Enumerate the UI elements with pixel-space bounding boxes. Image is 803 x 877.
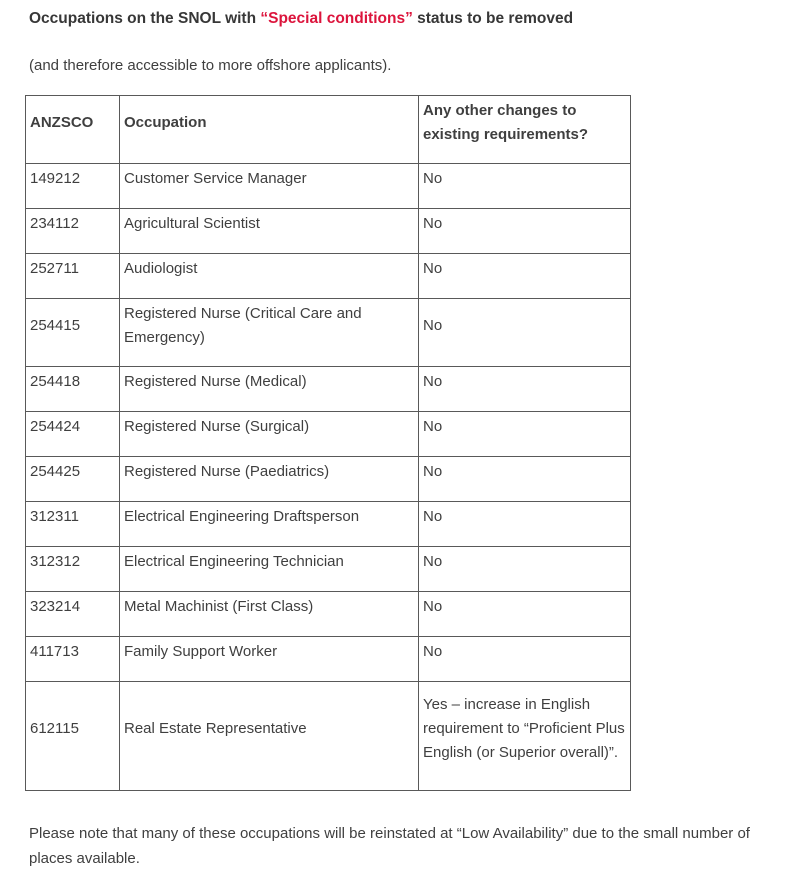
anzsco-cell: 254424 — [26, 412, 120, 457]
table-row — [26, 412, 631, 457]
table-row — [26, 682, 631, 791]
anzsco-cell: 411713 — [26, 637, 120, 682]
occupation-cell: Electrical Engineering Technician — [120, 547, 419, 592]
changes-cell: No — [419, 547, 631, 592]
changes-cell: No — [419, 412, 631, 457]
title-highlight: “Special conditions” — [260, 10, 413, 27]
document-page — [0, 9, 803, 871]
occupations-table — [25, 95, 631, 791]
table-row — [26, 637, 631, 682]
title-prefix: Occupations on the SNOL with — [29, 10, 261, 27]
occupation-cell: Metal Machinist (First Class) — [120, 592, 419, 637]
table-row — [26, 164, 631, 209]
subtitle: (and therefore accessible to more offshore applicants). — [29, 57, 392, 74]
occupation-cell: Agricultural Scientist — [120, 209, 419, 254]
anzsco-cell: 254425 — [26, 457, 120, 502]
table-row — [26, 254, 631, 299]
table-header-row — [26, 96, 631, 164]
table-row — [26, 457, 631, 502]
column-header-anzsco: ANZSCO — [26, 96, 120, 164]
anzsco-cell: 254415 — [26, 299, 120, 367]
changes-cell: No — [419, 502, 631, 547]
anzsco-cell: 312311 — [26, 502, 120, 547]
changes-cell: No — [419, 592, 631, 637]
anzsco-cell: 234112 — [26, 209, 120, 254]
table-row — [26, 502, 631, 547]
changes-cell: No — [419, 457, 631, 502]
occupation-cell: Registered Nurse (Paediatrics) — [120, 457, 419, 502]
table-row — [26, 209, 631, 254]
changes-cell: No — [419, 254, 631, 299]
table-row — [26, 547, 631, 592]
table-row — [26, 299, 631, 367]
anzsco-cell: 149212 — [26, 164, 120, 209]
page-title — [29, 9, 795, 29]
occupation-cell: Audiologist — [120, 254, 419, 299]
anzsco-cell: 254418 — [26, 367, 120, 412]
changes-cell: No — [419, 164, 631, 209]
changes-cell: No — [419, 209, 631, 254]
footer-note: Please note that many of these occupations will be reinstated at “Low Availability” due to the small number of places available. — [29, 825, 750, 867]
changes-cell: No — [419, 299, 631, 367]
occupation-cell: Electrical Engineering Draftsperson — [120, 502, 419, 547]
column-header-occupation: Occupation — [120, 96, 419, 164]
changes-cell: Yes – increase in English requirement to “Proficient Plus English (or Superior overall)”. — [419, 682, 631, 791]
occupation-cell: Registered Nurse (Surgical) — [120, 412, 419, 457]
anzsco-cell: 252711 — [26, 254, 120, 299]
occupation-cell: Family Support Worker — [120, 637, 419, 682]
anzsco-cell: 323214 — [26, 592, 120, 637]
occupation-cell: Real Estate Representative — [120, 682, 419, 791]
changes-cell: No — [419, 367, 631, 412]
table-row — [26, 592, 631, 637]
title-suffix: status to be removed — [412, 10, 574, 27]
table-row — [26, 367, 631, 412]
occupation-cell: Customer Service Manager — [120, 164, 419, 209]
occupation-cell: Registered Nurse (Medical) — [120, 367, 419, 412]
column-header-changes: Any other changes to existing requirements? — [419, 96, 631, 164]
anzsco-cell: 612115 — [26, 682, 120, 791]
anzsco-cell: 312312 — [26, 547, 120, 592]
changes-cell: No — [419, 637, 631, 682]
occupation-cell: Registered Nurse (Critical Care and Emergency) — [120, 299, 419, 367]
